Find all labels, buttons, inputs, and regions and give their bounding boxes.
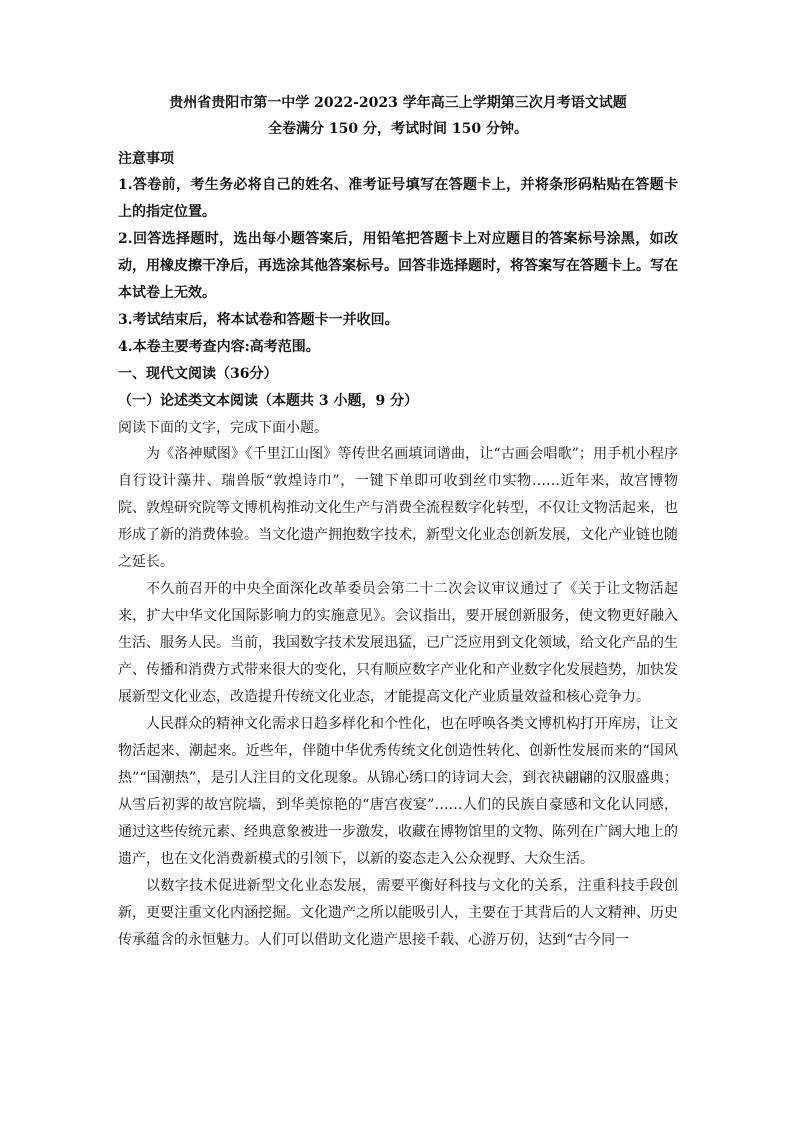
section-instruction: 阅读下面的文字，完成下面小题。 (118, 420, 328, 436)
note-item-2: 2.回答选择题时，选出每小题答案后，用铅笔把答题卡上对应题目的答案标号涂黑，如改动，用橡皮擦干净后，再选涂其他答案标号。回答非选择题时，将答案写在答题卡上。写在本试卷上无效。 (118, 231, 678, 301)
passage-paragraph-1: 为《洛神赋图》《千里江山图》等传世名画填词谱曲，让“古画会唱歌”；用手机小程序自行设计藻井、瑞兽版“敦煌诗巾”，一键下单即可收到丝巾实物……近年来，故宫博物院、敦煌研究院等文博机构推动文化生产与消费全流程数字化转型，不仅让文物活起来，也形成了新的消费体验。当文化遗产拥抱数字技术，新型文化业态创新发展，文化产业链也随之延长。 (118, 446, 678, 570)
section-title: 一、现代文阅读（36分） (118, 366, 278, 382)
exam-subtitle: 全卷满分 150 分，考试时间 150 分钟。 (268, 121, 528, 137)
notes-heading: 注意事项 (118, 151, 174, 167)
note-item-4: 4.本卷主要考查内容:高考范围。 (118, 339, 320, 355)
section-subtitle: （一）论述类文本阅读（本题共 3 小题，9 分） (118, 393, 419, 409)
exam-title: 贵州省贵阳市第一中学 2022-2023 学年高三上学期第三次月考语文试题 (169, 95, 627, 111)
document-page (118, 90, 678, 954)
note-item-1: 1.答卷前，考生务必将自己的姓名、准考证号填写在答题卡上，并将条形码粘贴在答题卡上的指定位置。 (118, 177, 678, 220)
passage-paragraph-2: 不久前召开的中央全面深化改革委员会第二十二次会议审议通过了《关于让文物活起来，扩大中华文化国际影响力的实施意见》。会议指出，要开展创新服务，使文物更好融入生活、服务人民。当前，我国数字技术发展迅猛，已广泛应用到文化领域，给文化产品的生产、传播和消费方式带来很大的变化，只有顺应数字产业化和产业数字化发展趋势，加快发展新型文化业态，改造提升传统文化业态，才能提高文化产业质量效益和核心竞争力。 (118, 581, 678, 705)
note-item-3: 3.考试结束后，将本试卷和答题卡一并收回。 (118, 312, 399, 328)
passage-paragraph-4: 以数字技术促进新型文化业态发展，需要平衡好科技与文化的关系，注重科技手段创新，更要注重文化内涵挖掘。文化遗产之所以能吸引人，主要在于其背后的人文精神、历史传承蕴含的永恒魅力。人们可以借助文化遗产思接千载、心游万仞，达到“古今同一 (118, 878, 678, 948)
passage-paragraph-3: 人民群众的精神文化需求日趋多样化和个性化，也在呼唤各类文博机构打开库房，让文物活起来、潮起来。近些年，伴随中华优秀传统文化创造性转化、创新性发展而来的“国风热”“国潮热”，是引人注目的文化现象。从锦心绣口的诗词大会，到衣袂翩翩的汉服盛典；从雪后初霁的故宫院墙，到华美惊艳的“唐宫夜宴”……人们的民族自豪感和文化认同感，通过这些传统元素、经典意象被进一步激发，收藏在博物馆里的文物、陈列在广阔大地上的遗产，也在文化消费新模式的引领下，以新的姿态走入公众视野、大众生活。 (118, 716, 678, 867)
